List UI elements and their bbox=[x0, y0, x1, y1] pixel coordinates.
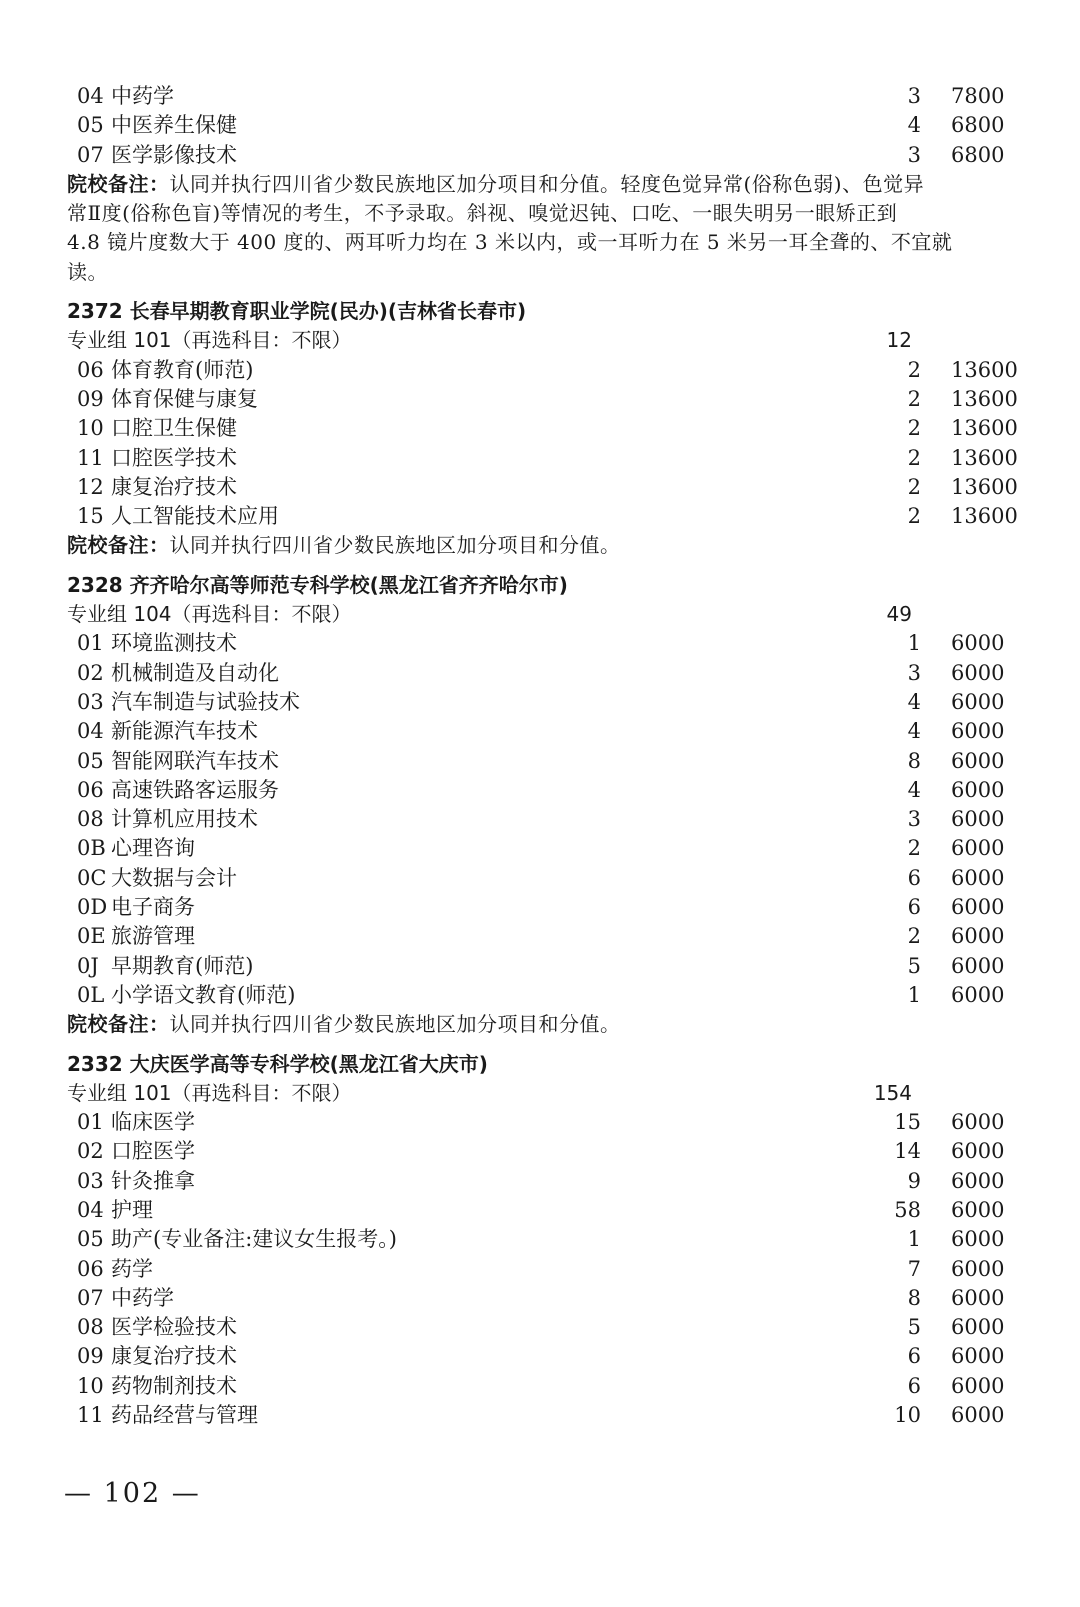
school-title: 2328 齐齐哈尔高等师范专科学校(黑龙江省齐齐哈尔市) bbox=[67, 572, 568, 597]
major-count: 2 bbox=[907, 445, 921, 470]
major-count: 2 bbox=[907, 504, 921, 529]
note-text: 认同并执行四川省少数民族地区加分项目和分值。 bbox=[169, 533, 621, 558]
major-row bbox=[67, 414, 1027, 443]
major-count: 5 bbox=[907, 1315, 921, 1340]
major-code: 03 bbox=[77, 689, 104, 714]
major-fee: 6000 bbox=[951, 1256, 1005, 1281]
major-name: 口腔医学技术 bbox=[111, 445, 237, 470]
major-name: 小学语文教育(师范) bbox=[111, 982, 296, 1007]
major-fee: 13600 bbox=[951, 416, 1018, 441]
major-code: 09 bbox=[77, 386, 104, 411]
school-section bbox=[67, 1050, 1027, 1431]
major-code: 0L bbox=[77, 982, 105, 1007]
major-count: 10 bbox=[894, 1403, 921, 1428]
major-fee: 6000 bbox=[951, 1197, 1005, 1222]
major-code: 04 bbox=[77, 84, 104, 108]
note-line: 认同并执行四川省少数民族地区加分项目和分值。轻度色觉异常(俗称色弱)、色觉异 bbox=[169, 171, 925, 196]
major-code: 08 bbox=[77, 807, 104, 832]
major-fee: 6000 bbox=[951, 953, 1005, 978]
major-code: 12 bbox=[77, 474, 104, 499]
major-count: 2 bbox=[907, 386, 921, 411]
major-fee: 6000 bbox=[951, 1227, 1005, 1252]
major-count: 15 bbox=[894, 1110, 921, 1135]
major-code: 04 bbox=[77, 1197, 104, 1222]
major-count: 6 bbox=[907, 895, 921, 920]
school-section bbox=[67, 297, 1027, 561]
major-fee: 6000 bbox=[951, 748, 1005, 773]
group-count: 49 bbox=[886, 602, 912, 627]
major-row bbox=[67, 747, 1027, 776]
note-line: 常Ⅱ度(俗称色盲)等情况的考生，不予录取。斜视、嗅觉迟钝、口吃、一眼失明另一眼矫正到 bbox=[67, 201, 898, 226]
major-name: 心理咨询 bbox=[111, 836, 195, 861]
major-count: 4 bbox=[907, 689, 921, 714]
major-fee: 6000 bbox=[951, 689, 1005, 714]
school-note bbox=[67, 1010, 1027, 1039]
major-count: 2 bbox=[907, 474, 921, 499]
note-text: 认同并执行四川省少数民族地区加分项目和分值。 bbox=[169, 1012, 621, 1037]
major-count: 3 bbox=[907, 142, 921, 167]
major-name: 体育教育(师范) bbox=[111, 357, 254, 382]
major-row bbox=[67, 864, 1027, 893]
major-count: 6 bbox=[907, 1373, 921, 1398]
school-title: 2332 大庆医学高等专科学校(黑龙江省大庆市) bbox=[67, 1051, 488, 1076]
major-name: 助产(专业备注:建议女生报考。) bbox=[111, 1227, 397, 1252]
major-code: 01 bbox=[77, 1110, 104, 1135]
major-name: 智能网联汽车技术 bbox=[111, 748, 279, 773]
major-name: 人工智能技术应用 bbox=[111, 504, 279, 529]
note-label: 院校备注： bbox=[67, 171, 170, 196]
major-row bbox=[67, 1225, 1027, 1254]
major-fee: 6000 bbox=[951, 836, 1005, 861]
group-label: 专业组 101（再选科目：不限） bbox=[67, 328, 352, 353]
major-row bbox=[67, 717, 1027, 746]
major-name: 康复治疗技术 bbox=[111, 1344, 237, 1369]
major-code: 04 bbox=[77, 719, 104, 744]
major-code: 10 bbox=[77, 416, 104, 441]
major-code: 02 bbox=[77, 660, 104, 685]
major-name: 药学 bbox=[111, 1256, 153, 1281]
major-row bbox=[67, 659, 1027, 688]
major-code: 03 bbox=[77, 1168, 104, 1193]
major-name: 环境监测技术 bbox=[111, 631, 237, 656]
major-count: 4 bbox=[907, 719, 921, 744]
major-code: 11 bbox=[77, 1403, 104, 1428]
major-name: 康复治疗技术 bbox=[111, 474, 237, 499]
major-name: 护理 bbox=[111, 1197, 153, 1222]
major-row bbox=[67, 776, 1027, 805]
major-count: 3 bbox=[907, 84, 921, 108]
major-name: 药品经营与管理 bbox=[111, 1403, 258, 1428]
school-note bbox=[67, 531, 1027, 560]
major-code: 0D bbox=[77, 895, 108, 920]
major-row bbox=[67, 385, 1027, 414]
school-note bbox=[67, 170, 1027, 287]
major-row bbox=[67, 473, 1027, 502]
major-fee: 7800 bbox=[951, 84, 1005, 108]
major-row bbox=[67, 688, 1027, 717]
major-count: 8 bbox=[907, 748, 921, 773]
major-fee: 6000 bbox=[951, 631, 1005, 656]
major-name: 中医养生保健 bbox=[111, 113, 237, 138]
major-name: 口腔卫生保健 bbox=[111, 416, 237, 441]
major-fee: 6000 bbox=[951, 865, 1005, 890]
major-row bbox=[67, 1313, 1027, 1342]
major-fee: 6000 bbox=[951, 1168, 1005, 1193]
major-code: 07 bbox=[77, 142, 104, 167]
major-count: 4 bbox=[907, 777, 921, 802]
major-row bbox=[67, 952, 1027, 981]
major-count: 2 bbox=[907, 924, 921, 949]
major-count: 2 bbox=[907, 357, 921, 382]
major-fee: 6000 bbox=[951, 719, 1005, 744]
major-row bbox=[67, 141, 1027, 170]
group-label: 专业组 104（再选科目：不限） bbox=[67, 602, 352, 627]
major-fee: 6000 bbox=[951, 1315, 1005, 1340]
top-major-list bbox=[67, 82, 1027, 170]
major-count: 8 bbox=[907, 1285, 921, 1310]
major-count: 6 bbox=[907, 1344, 921, 1369]
major-fee: 6800 bbox=[951, 113, 1005, 138]
major-code: 0J bbox=[77, 953, 99, 978]
major-row bbox=[67, 1401, 1027, 1430]
major-fee: 6000 bbox=[951, 807, 1005, 832]
major-row bbox=[67, 1167, 1027, 1196]
major-code: 15 bbox=[77, 504, 104, 529]
major-name: 中药学 bbox=[111, 84, 174, 108]
note-label: 院校备注： bbox=[67, 533, 170, 558]
major-code: 01 bbox=[77, 631, 104, 656]
note-line: 读。 bbox=[67, 259, 108, 284]
major-count: 2 bbox=[907, 416, 921, 441]
group-count: 12 bbox=[886, 328, 912, 353]
major-count: 5 bbox=[907, 953, 921, 978]
note-line: 4.8 镜片度数大于 400 度的、两耳听力均在 3 米以内，或一耳听力在 5 米另一耳全聋的、不宜就 bbox=[67, 230, 953, 255]
major-count: 1 bbox=[907, 631, 921, 656]
major-count: 1 bbox=[907, 982, 921, 1007]
major-row bbox=[67, 1255, 1027, 1284]
major-row bbox=[67, 502, 1027, 531]
major-code: 06 bbox=[77, 357, 104, 382]
major-code: 06 bbox=[77, 1256, 104, 1281]
major-code: 0C bbox=[77, 865, 107, 890]
major-row bbox=[67, 893, 1027, 922]
major-name: 药物制剂技术 bbox=[111, 1373, 237, 1398]
major-name: 高速铁路客运服务 bbox=[111, 777, 279, 802]
major-fee: 6000 bbox=[951, 982, 1005, 1007]
major-fee: 13600 bbox=[951, 504, 1018, 529]
group-header bbox=[67, 600, 1027, 629]
major-row bbox=[67, 356, 1027, 385]
major-count: 9 bbox=[907, 1168, 921, 1193]
major-count: 7 bbox=[907, 1256, 921, 1281]
major-name: 大数据与会计 bbox=[111, 865, 237, 890]
major-code: 09 bbox=[77, 1344, 104, 1369]
major-code: 10 bbox=[77, 1373, 104, 1398]
major-fee: 13600 bbox=[951, 445, 1018, 470]
major-code: 05 bbox=[77, 748, 104, 773]
major-name: 汽车制造与试验技术 bbox=[111, 689, 300, 714]
major-name: 医学影像技术 bbox=[111, 142, 237, 167]
major-fee: 6000 bbox=[951, 1110, 1005, 1135]
page-content bbox=[67, 82, 1027, 1430]
group-count: 154 bbox=[873, 1080, 912, 1105]
major-code: 05 bbox=[77, 1227, 104, 1252]
major-row bbox=[67, 834, 1027, 863]
major-fee: 6000 bbox=[951, 1285, 1005, 1310]
major-row bbox=[67, 1196, 1027, 1225]
major-code: 0B bbox=[77, 836, 106, 861]
major-fee: 6000 bbox=[951, 1344, 1005, 1369]
school-section bbox=[67, 571, 1027, 1040]
major-fee: 6000 bbox=[951, 895, 1005, 920]
major-fee: 6000 bbox=[951, 1403, 1005, 1428]
major-fee: 6000 bbox=[951, 924, 1005, 949]
major-row bbox=[67, 981, 1027, 1010]
major-row bbox=[67, 1108, 1027, 1137]
major-code: 02 bbox=[77, 1139, 104, 1164]
major-name: 旅游管理 bbox=[111, 924, 195, 949]
major-name: 中药学 bbox=[111, 1285, 174, 1310]
group-header bbox=[67, 1079, 1027, 1108]
major-code: 08 bbox=[77, 1315, 104, 1340]
major-fee: 6000 bbox=[951, 777, 1005, 802]
major-count: 3 bbox=[907, 807, 921, 832]
major-count: 58 bbox=[894, 1197, 921, 1222]
major-name: 口腔医学 bbox=[111, 1139, 195, 1164]
major-code: 11 bbox=[77, 445, 104, 470]
group-label: 专业组 101（再选科目：不限） bbox=[67, 1080, 352, 1105]
major-count: 2 bbox=[907, 836, 921, 861]
major-row bbox=[67, 1284, 1027, 1313]
major-name: 计算机应用技术 bbox=[111, 807, 258, 832]
major-row bbox=[67, 1342, 1027, 1371]
school-title: 2372 长春早期教育职业学院(民办)(吉林省长春市) bbox=[67, 299, 527, 324]
major-row bbox=[67, 82, 1027, 111]
major-fee: 6000 bbox=[951, 1373, 1005, 1398]
page-number: — 102 — bbox=[64, 1478, 201, 1509]
major-fee: 13600 bbox=[951, 474, 1018, 499]
major-row bbox=[67, 1372, 1027, 1401]
major-row bbox=[67, 444, 1027, 473]
major-name: 早期教育(师范) bbox=[111, 953, 254, 978]
major-fee: 13600 bbox=[951, 357, 1018, 382]
major-code: 06 bbox=[77, 777, 104, 802]
major-name: 体育保健与康复 bbox=[111, 386, 258, 411]
major-code: 07 bbox=[77, 1285, 104, 1310]
major-name: 新能源汽车技术 bbox=[111, 719, 258, 744]
major-code: 0E bbox=[77, 924, 106, 949]
major-count: 14 bbox=[894, 1139, 921, 1164]
major-row bbox=[67, 111, 1027, 140]
note-label: 院校备注： bbox=[67, 1012, 170, 1037]
major-row bbox=[67, 922, 1027, 951]
major-code: 05 bbox=[77, 113, 104, 138]
major-count: 6 bbox=[907, 865, 921, 890]
major-count: 3 bbox=[907, 660, 921, 685]
major-count: 4 bbox=[907, 113, 921, 138]
major-count: 1 bbox=[907, 1227, 921, 1252]
major-name: 医学检验技术 bbox=[111, 1315, 237, 1340]
major-row bbox=[67, 1137, 1027, 1166]
major-name: 针灸推拿 bbox=[111, 1168, 195, 1193]
group-header bbox=[67, 326, 1027, 355]
major-fee: 6800 bbox=[951, 142, 1005, 167]
major-fee: 13600 bbox=[951, 386, 1018, 411]
major-fee: 6000 bbox=[951, 1139, 1005, 1164]
major-fee: 6000 bbox=[951, 660, 1005, 685]
major-name: 电子商务 bbox=[111, 895, 195, 920]
major-name: 临床医学 bbox=[111, 1110, 195, 1135]
major-name: 机械制造及自动化 bbox=[111, 660, 279, 685]
major-row bbox=[67, 805, 1027, 834]
major-row bbox=[67, 629, 1027, 658]
